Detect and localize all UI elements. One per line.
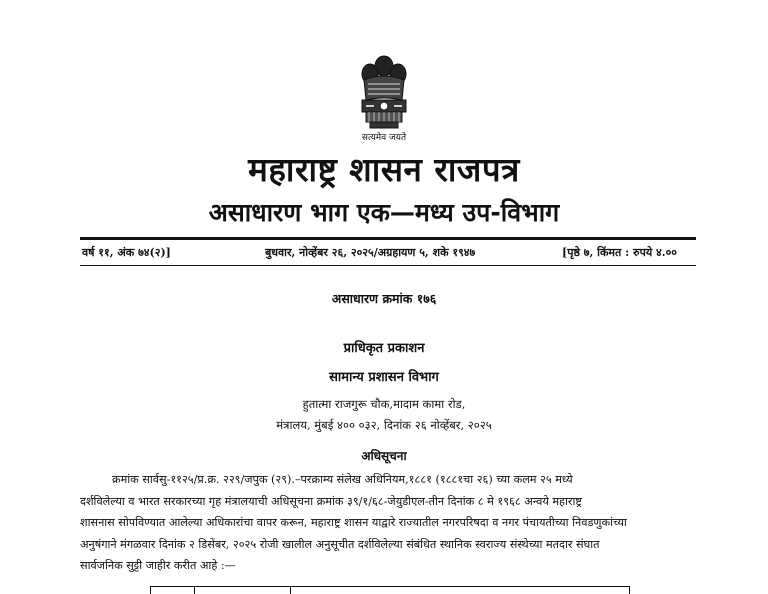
date-info: बुधवार, नोव्हेंबर २६, २०२५/अग्रहायण ५, शके १९४७ bbox=[265, 246, 476, 259]
body-line-1: क्रमांक सार्वसु-११२५/प्र.क्र. २२९/जपुक (२९).–परक्राम्य संलेख अधिनियम,१८८१ (१८८१चा २६) च्या कलम २५ मध्ये bbox=[112, 473, 573, 486]
motto-text: सत्यमेव जयते bbox=[361, 133, 407, 143]
notification-body bbox=[80, 469, 698, 577]
header-rule bbox=[80, 237, 696, 240]
notification-heading: अधिसूचना bbox=[361, 449, 407, 463]
issue-number: असाधारण क्रमांक १७६ bbox=[331, 291, 437, 306]
address-line-2: मंत्रालय, मुंबई ४०० ०३२, दिनांक २६ नोव्हेंबर, २०२५ bbox=[276, 418, 492, 432]
body-line-4: अनुषंगाने मंगळवार दिनांक २ डिसेंबर, २०२५ रोजी खालील अनुसूचीत दर्शविलेल्या संबंधित स्थानिक स्वराज्य संस्थेच्या मतदार संघात bbox=[80, 537, 600, 551]
body-line-5: सार्वजनिक सुट्टी जाहीर करीत आहे :— bbox=[80, 559, 236, 573]
address-line-1: हुतात्मा राजगुरू चौक,मादाम कामा रोड, bbox=[302, 397, 466, 411]
publication-heading: प्राधिकृत प्रकाशन bbox=[343, 341, 425, 356]
gazette-title: महाराष्ट्र शासन राजपत्र bbox=[248, 150, 520, 189]
volume-info: वर्ष ११, अंक ७४(२)] bbox=[82, 246, 171, 259]
body-line-3: शासनास सोपविण्यात आलेल्या अधिकारांचा वापर करून, महाराष्ट्र शासन याद्वारे राज्यातील नगरपरिषदा व नगर पंचायतीच्या निवडणुकांच्या bbox=[80, 516, 627, 530]
gazette-subtitle: असाधारण भाग एक—मध्य उप-विभाग bbox=[208, 198, 560, 227]
meta-rule bbox=[80, 265, 696, 266]
page-price-info: [पृष्ठे ७, किंमत : रुपये ४.०० bbox=[562, 246, 678, 259]
department-heading: सामान्य प्रशासन विभाग bbox=[329, 370, 439, 385]
body-line-2: दर्शविलेल्या व भारत सरकारच्या गृह मंत्रालयाची अधिसूचना क्रमांक ३९/१/६८-जेयुडीएल-तीन दिनांक ८ मे १९६८ अन्वये महाराष्ट्र bbox=[80, 494, 582, 508]
